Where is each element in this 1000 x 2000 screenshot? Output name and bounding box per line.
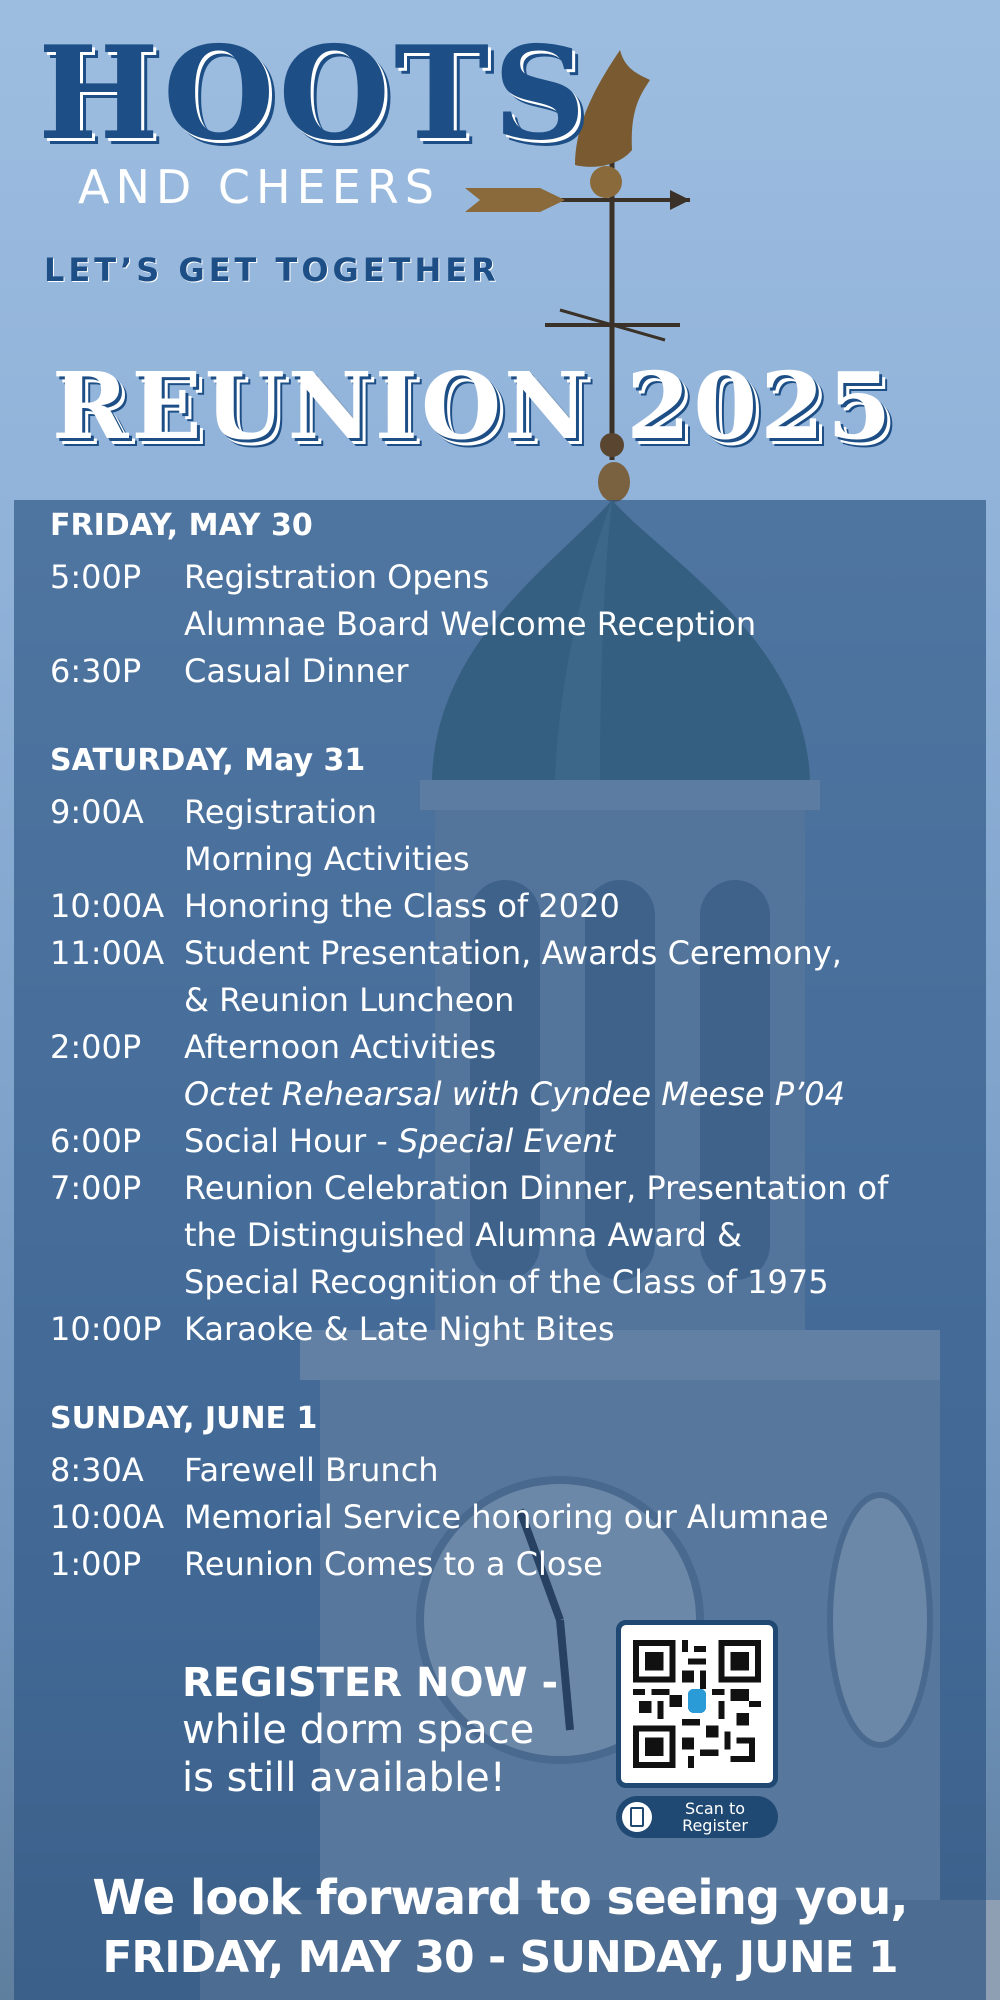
event-time: 6:00P [50,1122,142,1160]
tagline: LET’S GET TOGETHER [44,251,500,289]
schedule-row [50,1447,950,1494]
day-heading: FRIDAY, MAY 30 [50,508,313,543]
register-line-2: is still available! [182,1755,506,1801]
event-name: Alumnae Board Welcome Reception [184,605,757,643]
event-name: Farewell Brunch [184,1451,439,1489]
event-name: Registration Opens [184,558,490,596]
schedule-row [50,1118,950,1165]
event-name: & Reunion Luncheon [184,981,515,1019]
event-title: REUNION 2025 [52,352,895,460]
hoots-title: HOOTS [38,19,590,169]
event-time: 5:00P [50,558,142,596]
schedule-row [50,1071,950,1118]
event-name-italic: Special Event [398,1122,616,1160]
event-time: 10:00A [50,887,165,925]
footer-dates: FRIDAY, MAY 30 - SUNDAY, JUNE 1 [102,1932,898,1983]
scan-label [652,1800,778,1834]
event-name: Reunion Comes to a Close [184,1545,603,1583]
and-cheers-subtitle: AND CHEERS [78,160,440,214]
day-sunday [50,1401,950,1588]
scan-label-line-1: Scan to [684,1799,746,1818]
schedule-row [50,1165,950,1212]
schedule-row [50,601,950,648]
event-name: Octet Rehearsal with Cyndee Meese P’04 [184,1075,845,1113]
footer-line-1: We look forward to seeing you, [92,1870,908,1926]
event-time [50,601,184,648]
day-heading: SATURDAY, May 31 [50,743,366,778]
qr-code[interactable] [616,1620,778,1788]
event-time: 7:00P [50,1169,142,1207]
event-time: 9:00A [50,793,144,831]
scan-label-line-2: Register [682,1816,748,1835]
register-line-1: while dorm space [182,1707,535,1753]
schedule-row [50,1259,950,1306]
schedule-row [50,554,950,601]
event-name: Registration [184,793,377,831]
event-name: Reunion Celebration Dinner, Presentation of [184,1169,889,1207]
event-name: Casual Dinner [184,652,409,690]
schedule-row [50,1024,950,1071]
event-time: 10:00P [50,1310,162,1348]
schedule-row [50,883,950,930]
event-name: Honoring the Class of 2020 [184,887,620,925]
event-time: 2:00P [50,1028,142,1066]
event-name: Memorial Service honoring our Alumnae [184,1498,829,1536]
day-heading: SUNDAY, JUNE 1 [50,1401,318,1436]
event-time [50,1071,184,1118]
event-time: 11:00A [50,934,165,972]
phone-icon [622,1802,652,1832]
event-name: Karaoke & Late Night Bites [184,1310,615,1348]
schedule-row [50,977,950,1024]
schedule-row [50,930,950,977]
event-name: Morning Activities [184,840,470,878]
register-cta [182,1660,602,1802]
event-name [184,1118,950,1165]
event-name-text: Social Hour - [184,1122,399,1160]
event-time: 1:00P [50,1545,142,1583]
register-title: REGISTER NOW - [182,1660,559,1706]
event-name: Special Recognition of the Class of 1975 [184,1263,829,1301]
event-time [50,836,184,883]
schedule-row [50,1212,950,1259]
day-friday [50,508,950,695]
event-time: 10:00A [50,1498,165,1536]
event-time [50,977,184,1024]
schedule [50,508,950,1588]
event-name: the Distinguished Alumna Award & [184,1216,742,1254]
event-time: 8:30A [50,1451,144,1489]
event-name: Afternoon Activities [184,1028,497,1066]
event-time: 6:30P [50,652,142,690]
schedule-row [50,1494,950,1541]
day-saturday [50,743,950,1353]
schedule-row [50,789,950,836]
schedule-row [50,648,950,695]
schedule-row [50,1306,950,1353]
schedule-row [50,1541,950,1588]
scan-to-register-button[interactable] [616,1796,778,1838]
schedule-row [50,836,950,883]
event-name: Student Presentation, Awards Ceremony, [184,934,842,972]
event-time [50,1212,184,1259]
qr-code-icon [633,1637,761,1771]
event-time [50,1259,184,1306]
